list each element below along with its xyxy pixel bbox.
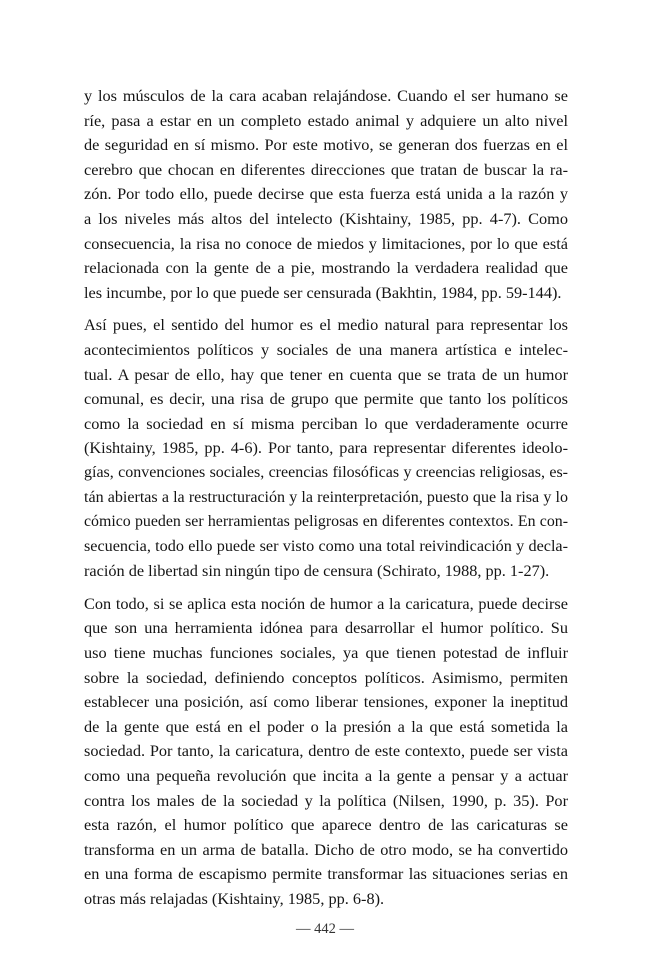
text-line: transforma en un arma de batalla. Dicho de otro modo, se ha convertido	[84, 839, 568, 859]
text-line: como una pequeña revolución que incita a la gente a pensar y a actuar	[84, 766, 568, 786]
page-number: — 442 —	[296, 921, 354, 937]
text-line: ríe, pasa a estar en un completo estado animal y adquiere un alto nivel	[84, 110, 568, 130]
text-line: zón. Por todo ello, puede decirse que esta fuerza está unida a la razón y	[84, 184, 568, 204]
text-line: tual. A pesar de ello, hay que tener en cuenta que se trata de un humor	[84, 364, 568, 384]
text-line: relacionada con la gente de a pie, mostrando la verdadera realidad que	[84, 258, 568, 278]
text-line: ración de libertad sin ningún tipo de censura (Schirato, 1988, pp. 1-27).	[84, 561, 550, 581]
text-line: (Kishtainy, 1985, pp. 4-6). Por tanto, para representar diferentes ideolo-	[84, 438, 568, 458]
paragraph-1	[84, 84, 568, 305]
text-line: a los niveles más altos del intelecto (Kishtainy, 1985, pp. 4-7). Como	[84, 208, 568, 228]
text-line: consecuencia, la risa no conoce de miedos y limitaciones, por lo que está	[84, 233, 568, 253]
text-line: sociedad. Por tanto, la caricatura, dentro de este contexto, puede ser vista	[84, 741, 568, 761]
text-line: uso tiene muchas funciones sociales, ya que tienen potestad de influir	[84, 643, 568, 663]
text-line: Con todo, si se aplica esta noción de humor a la caricatura, puede decirse	[84, 593, 568, 613]
text-line: establecer una posición, así como liberar tensiones, exponer la ineptitud	[84, 692, 568, 712]
text-line: de la gente que está en el poder o la presión a la que está sometida la	[84, 716, 568, 736]
text-line: de seguridad en sí mismo. Por este motivo, se generan dos fuerzas en el	[84, 135, 568, 155]
text-line: contra los males de la sociedad y la política (Nilsen, 1990, p. 35). Por	[84, 790, 568, 810]
text-line: cómico pueden ser herramientas peligrosas en diferentes contextos. En con-	[84, 513, 568, 531]
text-line: gías, convenciones sociales, creencias filosóficas y creencias religiosas, es-	[84, 463, 568, 481]
text-line: acontecimientos políticos y sociales de una manera artística e intelec-	[84, 339, 568, 359]
text-line: Así pues, el sentido del humor es el medio natural para representar los	[84, 315, 568, 335]
text-line: otras más relajadas (Kishtainy, 1985, pp. 6-8).	[84, 889, 385, 908]
paragraph-2	[84, 313, 568, 584]
text-line: comunal, es decir, una risa de grupo que permite que tanto los políticos	[84, 389, 568, 409]
text-line: les incumbe, por lo que puede ser censurada (Bakhtin, 1984, pp. 59-144).	[84, 282, 562, 302]
body-text	[84, 84, 568, 920]
text-line: esta razón, el humor político que aparece dentro de las caricaturas se	[84, 815, 568, 835]
text-line: como la sociedad en sí misma perciban lo que verdaderamente ocurre	[84, 413, 568, 433]
text-line: que son una herramienta idónea para desarrollar el humor político. Su	[84, 618, 568, 638]
text-line: en una forma de escapismo permite transformar las situaciones serias en	[84, 864, 568, 884]
paragraph-3	[84, 592, 568, 912]
text-line: cerebro que chocan en diferentes direcciones que tratan de buscar la ra-	[84, 159, 568, 179]
text-line: y los músculos de la cara acaban relajándose. Cuando el ser humano se	[84, 86, 568, 105]
text-line: sobre la sociedad, definiendo conceptos políticos. Asimismo, permiten	[84, 667, 568, 687]
text-line: secuencia, todo ello puede ser visto como una total reivindicación y decla-	[84, 537, 568, 555]
text-line: tán abiertas a la restructuración y la reinterpretación, puesto que la risa y lo	[84, 488, 568, 506]
